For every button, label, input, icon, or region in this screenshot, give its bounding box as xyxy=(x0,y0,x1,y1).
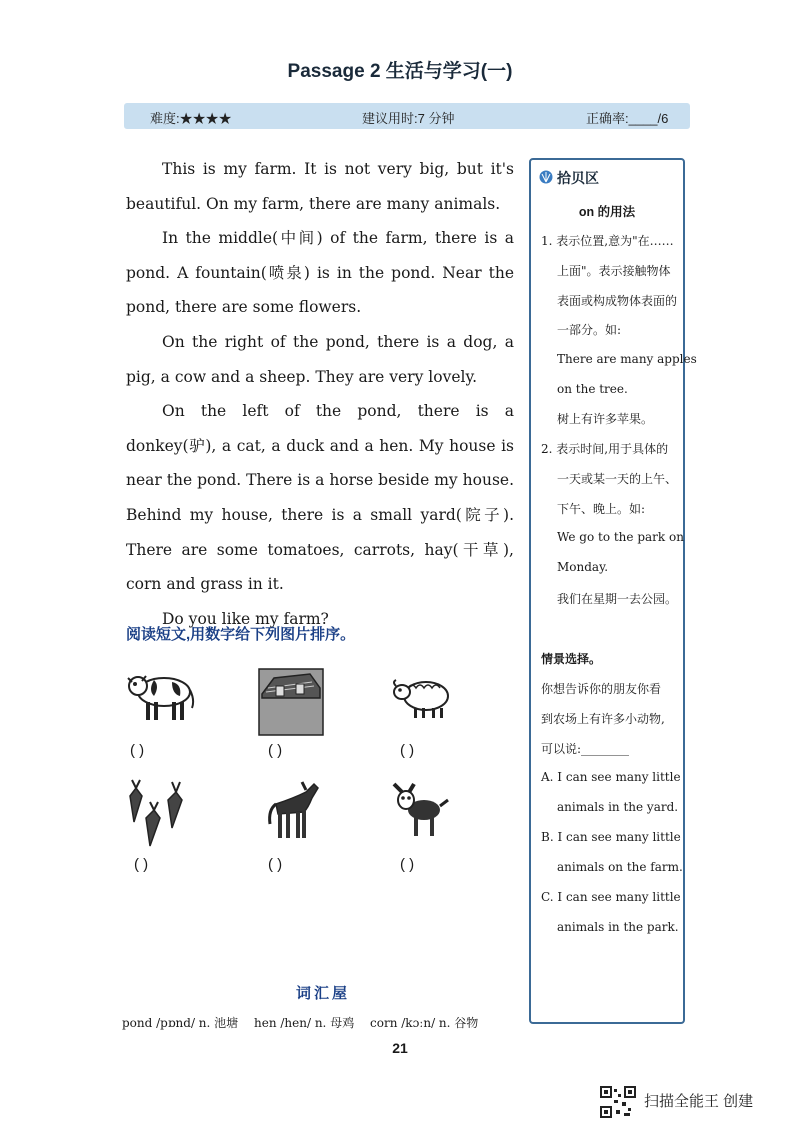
option-a-cont: animals in the yard. xyxy=(557,800,679,814)
answer-blank[interactable]: ( ) xyxy=(134,856,149,873)
sidebar-line: 下午、晚上。如: xyxy=(557,502,646,516)
passage-paragraph: On the right of the pond, there is a dog, a pig, a cow and a sheep. They are very lovely. xyxy=(126,332,514,386)
answer-blank[interactable]: ( ) xyxy=(268,856,283,873)
task-instruction: 阅读短文,用数字给下列图片排序。 xyxy=(126,626,356,643)
scene-title: 情景选择。 xyxy=(541,652,602,666)
sidebar-line: We go to the park on xyxy=(557,530,684,544)
vocab-title: 词汇屋 xyxy=(296,985,351,1002)
carrots-picture xyxy=(128,778,186,848)
passage-paragraph: On the left of the pond, there is a donkey(驴), a cat, a duck and a hen. My house is near the pond. There is a horse beside my house. Behind my house, there is a small yard(院子). There are some tomatoes, carrots, hay(干草), corn and grass in it. xyxy=(126,402,514,594)
scene-line: 你想告诉你的朋友你看 xyxy=(541,682,662,696)
option-c-cont: animals in the park. xyxy=(557,920,679,934)
accuracy-label: 正确率:____/6 xyxy=(586,111,669,126)
donkey-picture xyxy=(390,780,450,840)
shell-icon xyxy=(539,170,553,184)
watermark-text: 扫描全能王 创建 xyxy=(644,1093,754,1110)
sidebar-line: Monday. xyxy=(557,560,609,574)
sidebar-line: 上面"。表示接触物体 xyxy=(557,264,671,278)
answer-blank[interactable]: ( ) xyxy=(400,742,415,759)
difficulty-label: 难度:★★★★ xyxy=(150,111,232,126)
answer-blank[interactable]: ( ) xyxy=(268,742,283,759)
suggested-time-label: 建议用时:7 分钟 xyxy=(362,111,455,126)
passage-paragraph: This is my farm. It is not very big, but it's beautiful. On my farm, there are many animals. xyxy=(126,160,514,213)
sidebar-line: There are many apples xyxy=(557,352,697,366)
vocab-list xyxy=(122,1014,490,1031)
tips-sidebar xyxy=(529,158,697,1024)
qr-code-icon xyxy=(600,1086,636,1118)
sidebar-line: on the tree. xyxy=(557,382,628,396)
answer-blank[interactable]: ( ) xyxy=(130,742,145,759)
horse-picture xyxy=(264,778,320,842)
sidebar-line: 树上有许多苹果。 xyxy=(557,412,654,426)
vocab-entry: hen /hen/ n. 母鸡 xyxy=(254,1016,355,1030)
reading-passage xyxy=(126,152,514,636)
scene-line: 可以说:________ xyxy=(541,742,630,756)
sidebar-title: on 的用法 xyxy=(578,205,636,219)
passage-paragraph: In the middle(中间) of the farm, there is a pond. A fountain(喷泉) is in the pond. Near the pond, there are some flowers. xyxy=(126,229,514,317)
option-b-cont: animals on the farm. xyxy=(557,860,683,874)
sidebar-line: 一天或某一天的上午、 xyxy=(557,472,678,486)
vocab-entry: pond /pɒnd/ n. 池塘 xyxy=(122,1016,239,1030)
sidebar-line: 表面或构成物体表面的 xyxy=(557,294,678,308)
sidebar-line: 1. 表示位置,意为"在…… xyxy=(541,234,674,248)
option-c: C. I can see many little xyxy=(541,890,681,904)
sheep-picture xyxy=(390,676,452,720)
sidebar-line: 我们在星期一去公园。 xyxy=(557,592,678,606)
vocab-entry: corn /kɔːn/ n. 谷物 xyxy=(370,1016,479,1030)
sidebar-heading: 拾贝区 xyxy=(557,170,599,186)
option-a: A. I can see many little xyxy=(541,770,681,784)
sidebar-line: 2. 表示时间,用于具体的 xyxy=(541,442,669,456)
scene-line: 到农场上有许多小动物, xyxy=(541,712,665,726)
info-bar xyxy=(124,103,690,129)
house-picture xyxy=(258,668,324,736)
option-b: B. I can see many little xyxy=(541,830,681,844)
page-title: Passage 2 生活与学习(一) xyxy=(287,61,513,82)
passage-paragraph: Do you like my farm? xyxy=(162,609,329,628)
answer-blank[interactable]: ( ) xyxy=(400,856,415,873)
page-number: 21 xyxy=(392,1040,408,1056)
sidebar-line: 一部分。如: xyxy=(557,323,622,337)
cow-picture xyxy=(124,670,196,724)
